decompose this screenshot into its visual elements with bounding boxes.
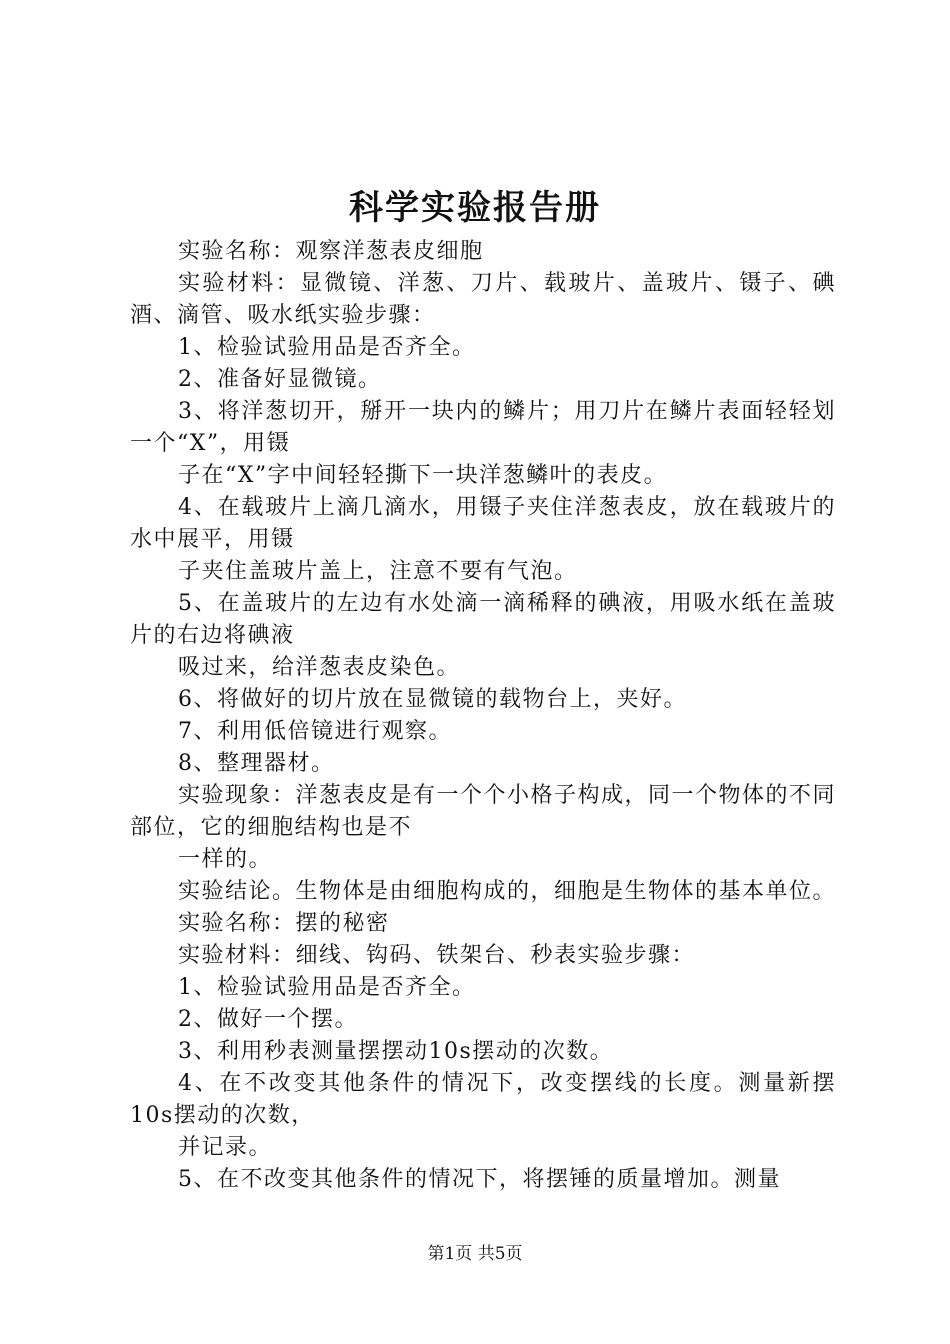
paragraph-continuation: 子夹住盖玻片盖上，注意不要有气泡。 bbox=[178, 559, 578, 584]
document-title: 科学实验报告册 bbox=[349, 188, 601, 228]
paragraph: 实验结论。生物体是由细胞构成的，细胞是生物体的基本单位。 bbox=[178, 879, 837, 904]
paragraph: 1、检验试验用品是否齐全。 bbox=[178, 975, 476, 1000]
paragraph: 1、检验试验用品是否齐全。 bbox=[178, 335, 476, 360]
paragraph: 5、在不改变其他条件的情况下，将摆锤的质量增加。测量 bbox=[178, 1167, 781, 1192]
paragraph: 实验材料：显微镜、洋葱、刀片、载玻片、盖玻片、镊子、碘酒、滴管、吸水纸实验步骤： bbox=[130, 271, 836, 328]
paragraph-continuation: 一样的。 bbox=[178, 847, 273, 872]
document-body bbox=[130, 236, 836, 1196]
paragraph-continuation: 吸过来，给洋葱表皮染色。 bbox=[178, 655, 461, 680]
paragraph: 4、在不改变其他条件的情况下，改变摆线的长度。测量新摆10s摆动的次数， bbox=[130, 1071, 836, 1128]
paragraph: 2、准备好显微镜。 bbox=[178, 367, 382, 392]
paragraph: 3、利用秒表测量摆摆动10s摆动的次数。 bbox=[178, 1039, 614, 1064]
paragraph: 2、做好一个摆。 bbox=[178, 1007, 358, 1032]
paragraph: 4、在载玻片上滴几滴水，用镊子夹住洋葱表皮，放在载玻片的水中展平，用镊 bbox=[130, 495, 836, 552]
paragraph: 3、将洋葱切开，掰开一块内的鳞片；用刀片在鳞片表面轻轻划一个“X”，用镊 bbox=[130, 399, 836, 456]
paragraph: 实验名称：观察洋葱表皮细胞 bbox=[178, 239, 484, 264]
paragraph: 实验材料：细线、钩码、铁架台、秒表实验步骤： bbox=[178, 943, 696, 968]
page-footer: 第1页 共5页 bbox=[427, 1244, 523, 1264]
paragraph-continuation: 子在“X”字中间轻轻撕下一块洋葱鳞叶的表皮。 bbox=[178, 463, 668, 488]
paragraph: 6、将做好的切片放在显微镜的载物台上，夹好。 bbox=[178, 687, 687, 712]
paragraph: 实验名称：摆的秘密 bbox=[178, 911, 390, 936]
paragraph: 5、在盖玻片的左边有水处滴一滴稀释的碘液，用吸水纸在盖玻片的右边将碘液 bbox=[130, 591, 836, 648]
paragraph: 实验现象：洋葱表皮是有一个个小格子构成，同一个物体的不同部位，它的细胞结构也是不 bbox=[130, 783, 837, 840]
paragraph-continuation: 并记录。 bbox=[178, 1135, 273, 1160]
paragraph: 8、整理器材。 bbox=[178, 751, 335, 776]
paragraph: 7、利用低倍镜进行观察。 bbox=[178, 719, 452, 744]
